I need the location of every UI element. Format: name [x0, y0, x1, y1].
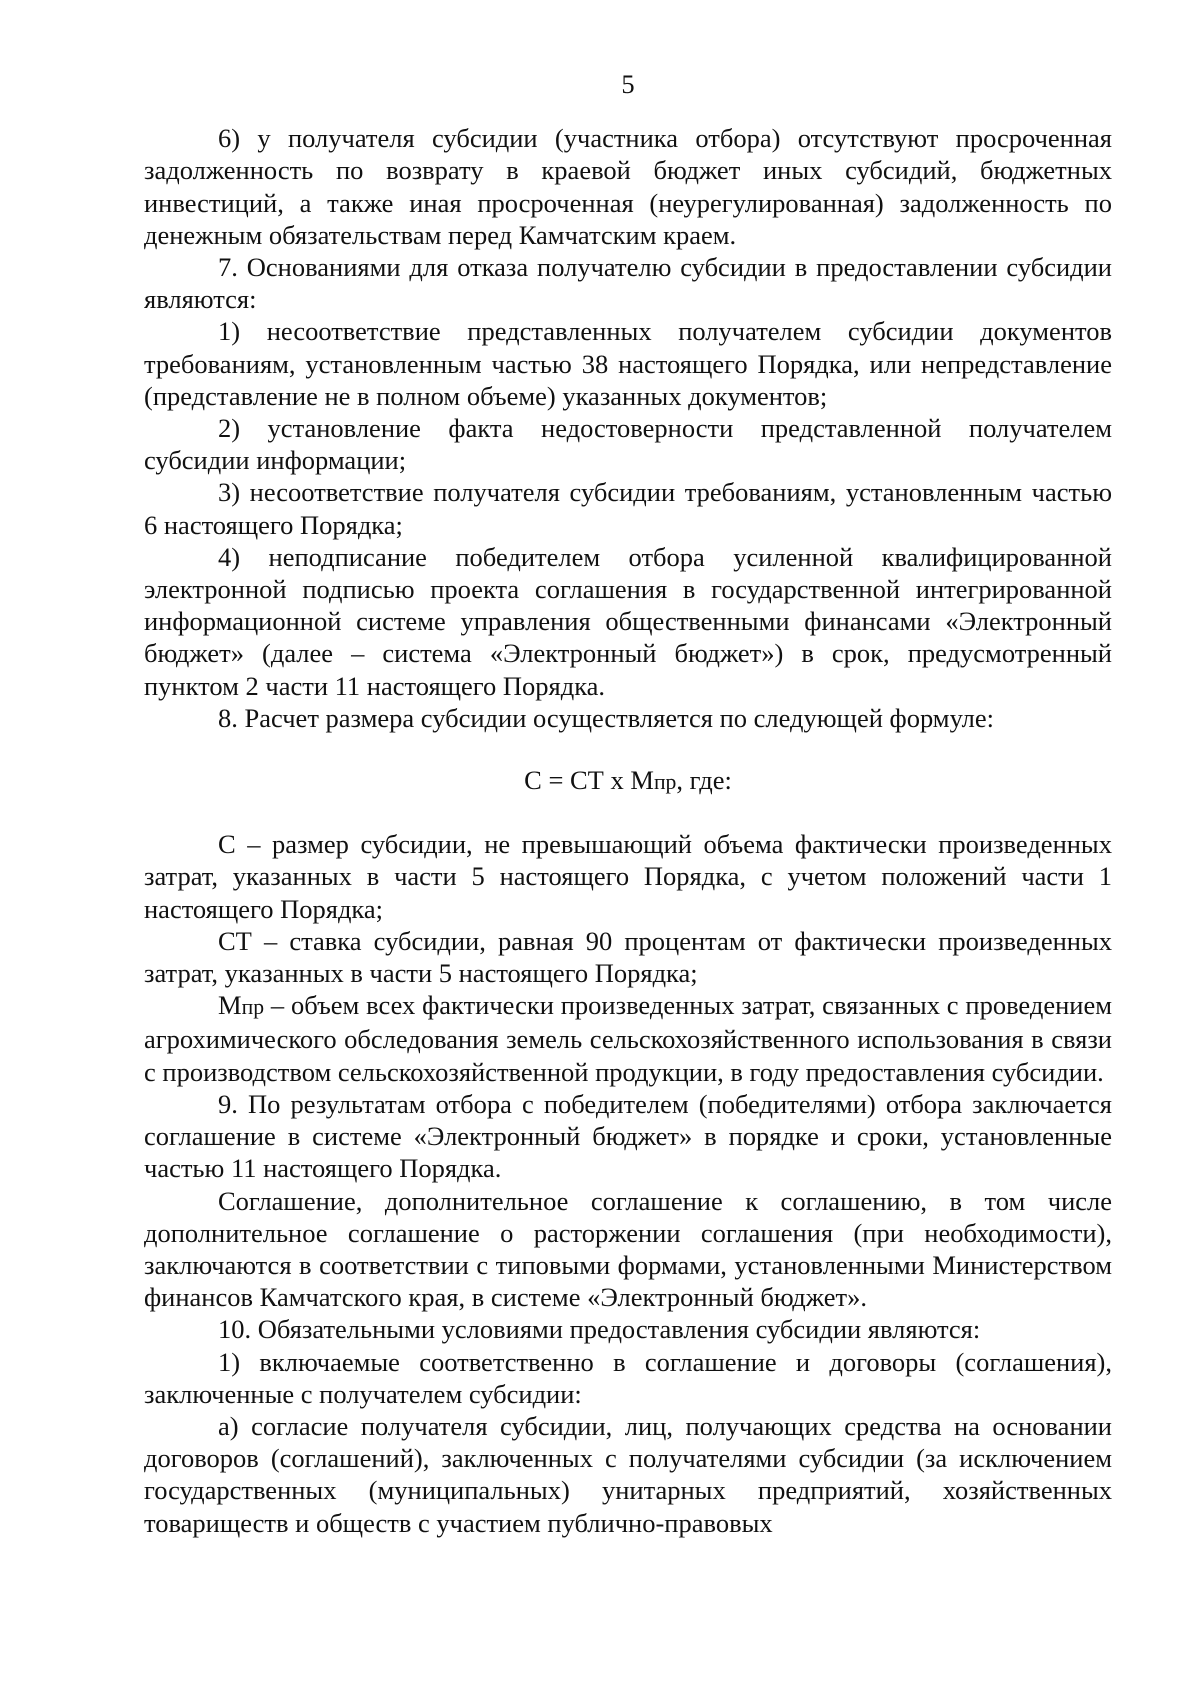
paragraph-agreement: 9. По результатам отбора с победителем (победителями) отбора заключается соглашение в системе «Электронный бюджет» в порядке и сроки, установленные частью 11 настоящего Порядка. — [144, 1088, 1112, 1184]
formula-subscript: пр — [653, 770, 677, 795]
paragraph-refusal-3: 3) несоответствие получателя субсидии требованиям, установленным частью 6 настоящего Порядка; — [144, 477, 1112, 540]
definition-text: – объем всех фактически произведенных затрат, связанных с проведением агрохимического обследования земель сельскохозяйственного использования в связи с производством сельскохозяйственной продукции, в году предоставления субсидии. — [144, 990, 1112, 1087]
paragraph-agreement-forms: Соглашение, дополнительное соглашение к соглашению, в том числе дополнительное соглашение о расторжении соглашения (при необходимости), заключаются в соответствии с типовыми формами, установленными Министерством финансов Камчатского края, в системе «Электронный бюджет». — [144, 1185, 1112, 1313]
document-page — [144, 68, 1112, 1539]
paragraph-refusal-2: 2) установление факта недостоверности представленной получателем субсидии информации; — [144, 413, 1112, 476]
definition-mpr — [144, 989, 1112, 1088]
paragraph-item-6: 6) у получателя субсидии (участника отбора) отсутствуют просроченная задолженность по возврату в краевой бюджет иных субсидий, бюджетных инвестиций, а также иная просроченная (неурегулированная) задолженность по денежным обязательствам перед Камчатским краем. — [144, 123, 1112, 250]
paragraph-conditions: 10. Обязательными условиями предоставления субсидии являются: — [218, 1314, 981, 1345]
definition-term-subscript: пр — [241, 995, 265, 1020]
paragraph-calculation: 8. Расчет размера субсидии осуществляется по следующей формуле: — [218, 702, 995, 733]
definition-term: СТ — [218, 925, 252, 956]
definition-c — [144, 828, 1112, 925]
definition-st — [144, 925, 1112, 989]
formula-main: С = СТ х М — [524, 765, 654, 796]
formula-tail: , где: — [676, 765, 732, 796]
definition-term: С — [218, 829, 236, 860]
definition-term: М — [218, 990, 242, 1021]
paragraph-condition-1a: а) согласие получателя субсидии, лиц, получающих средства на основании договоров (соглашений), заключенных с получателями субсидии (за исключением государственных (муниципальных) унитарных предприятий, хозяйственных товариществ и обществ с участием публично-правовых — [144, 1410, 1112, 1538]
paragraph-refusal-1: 1) несоответствие представленных получателем субсидии документов требованиям, установленным частью 38 настоящего Порядка, или непредставление (представление не в полном объеме) указанных документов; — [144, 316, 1112, 411]
page-number: 5 — [621, 69, 635, 99]
paragraph-condition-1: 1) включаемые соответственно в соглашение и договоры (соглашения), заключенные с получателем субсидии: — [144, 1346, 1112, 1409]
paragraph-refusal-grounds: 7. Основаниями для отказа получателю субсидии в предоставлении субсидии являются: — [144, 252, 1112, 315]
definition-text: – ставка субсидии, равная 90 процентам от фактически произведенных затрат, указанных в части 5 настоящего Порядка; — [144, 925, 1112, 989]
definition-text: – размер субсидии, не превышающий объема фактически произведенных затрат, указанных в части 5 настоящего Порядка, с учетом положений части 1 настоящего Порядка; — [144, 829, 1112, 924]
paragraph-refusal-4: 4) неподписание победителем отбора усиленной квалифицированной электронной подписью проекта соглашения в государственной интегрированной информационной системе управления общественными финансами «Электронный бюджет» (далее – система «Электронный бюджет») в срок, предусмотренный пунктом 2 части 11 настоящего Порядка. — [144, 541, 1112, 701]
subsidy-formula — [144, 764, 1112, 798]
